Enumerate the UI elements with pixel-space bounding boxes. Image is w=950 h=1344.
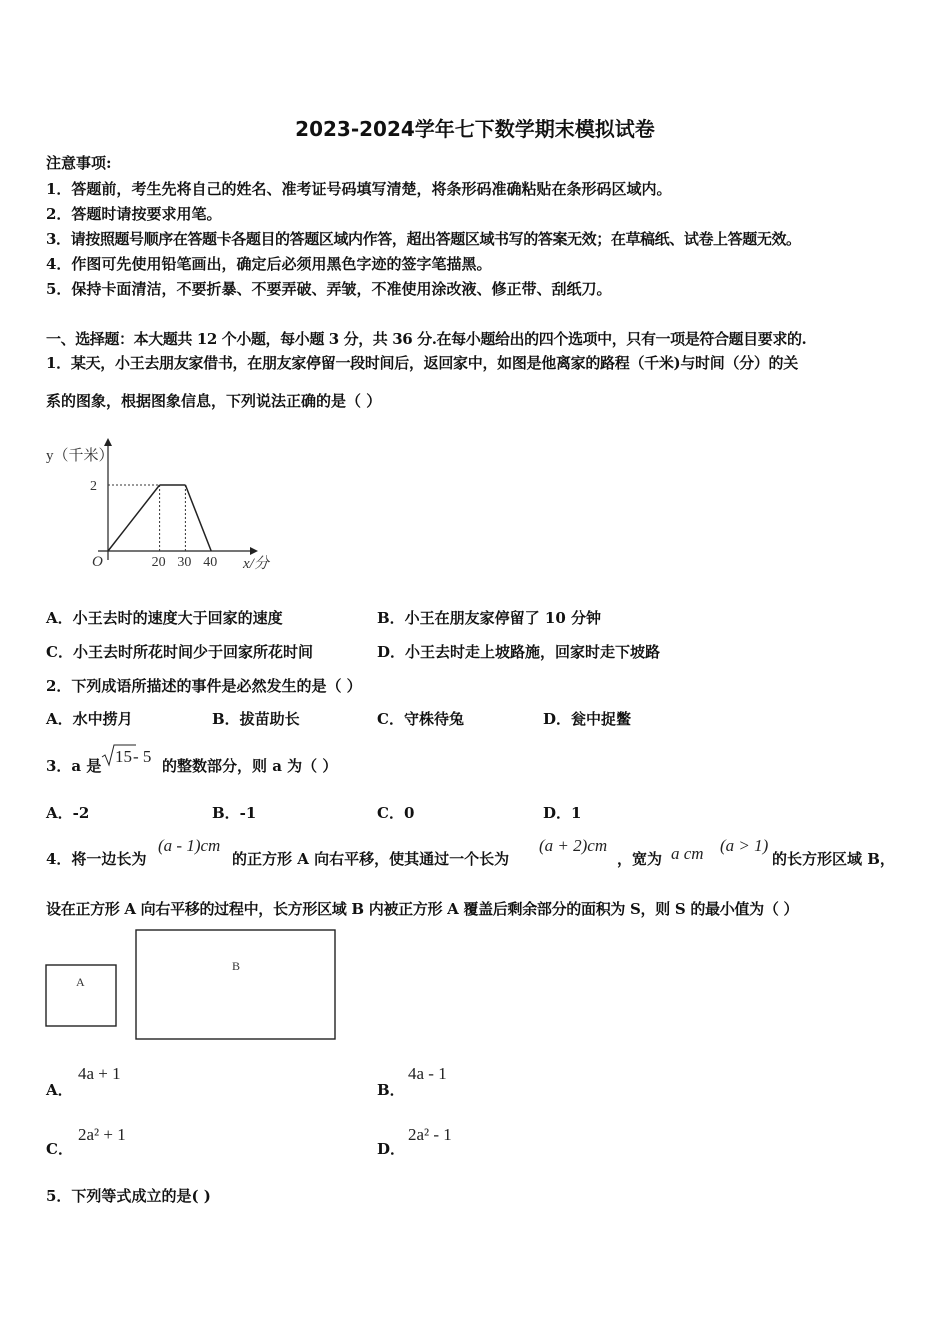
origin-label: O <box>92 554 103 570</box>
q4-option-d-label[interactable]: D． <box>377 1140 406 1158</box>
q1-option-c[interactable]: C．小王去时所花时间少于回家所花时间 <box>46 643 313 661</box>
series-segment <box>185 485 211 551</box>
q1-option-b[interactable]: B．小王在朋友家停留了 10 分钟 <box>377 609 601 627</box>
notice-item: 3．请按照题号顺序在答题卡各题目的答题区域内作答，超出答题区域书写的答案无效；在草稿纸、试卷上答题无效。 <box>46 230 801 248</box>
page-title: 2023-2024学年七下数学期末模拟试卷 <box>295 117 655 141</box>
radicand: 15 <box>115 747 132 766</box>
q1-option-a[interactable]: A．小王去时的速度大于回家的速度 <box>46 609 283 627</box>
q4-expr-condition: (a > 1) <box>720 836 769 855</box>
q1-text-line1: 1．某天，小王去朋友家借书，在朋友家停留一段时间后，返回家中，如图是他离家的路程（千米)与时间（分）的关 <box>46 354 798 372</box>
rect-b-label: B <box>232 959 241 973</box>
q4-expr-side: (a - 1)cm <box>158 836 221 855</box>
y-axis-label: y（千米） <box>46 448 114 464</box>
q3-prefix: 3．a 是 <box>46 757 102 775</box>
x-axis-arrow <box>250 547 258 555</box>
q4-option-a-expr: 4a + 1 <box>78 1064 121 1083</box>
x-tick-label: 30 <box>177 555 192 570</box>
x-tick-label: 40 <box>203 555 218 570</box>
q4-expr-width: a cm <box>671 844 704 863</box>
q5-text: 5．下列等式成立的是( ) <box>46 1187 211 1205</box>
radical-minus: - 5 <box>133 747 152 766</box>
q1-text-line2: 系的图象，根据图象信息，下列说法正确的是（ ） <box>46 392 382 410</box>
q4-option-b-label[interactable]: B． <box>377 1081 405 1099</box>
q3-suffix: 的整数部分，则 a 为（ ） <box>162 757 338 775</box>
x-tick-label: 20 <box>151 555 166 570</box>
q4-option-c-label[interactable]: C． <box>46 1140 73 1158</box>
y-axis-arrow <box>104 438 112 446</box>
notice-item: 5．保持卡面清洁，不要折暴、不要弄破、弄皱，不准使用涂改液、修正带、刮纸刀。 <box>46 280 612 298</box>
notice-item: 4．作图可先使用铅笔画出，确定后必须用黑色字迹的签字笔描黑。 <box>46 255 492 273</box>
q4-figure <box>40 924 345 1046</box>
q3-option-d[interactable]: D．1 <box>543 804 582 822</box>
q4-text-part1: 4．将一边长为 <box>46 850 147 868</box>
square-a-label: A <box>76 975 85 989</box>
q4-option-d-expr: 2a² - 1 <box>408 1125 452 1144</box>
y-tick-label: 2 <box>90 479 97 494</box>
q2-text: 2．下列成语所描述的事件是必然发生的是（ ） <box>46 677 362 695</box>
q2-option-c[interactable]: C．守株待兔 <box>377 710 464 728</box>
q4-text-part3: ，宽为 <box>617 850 663 868</box>
q4-option-a-label[interactable]: A． <box>46 1081 73 1099</box>
q4-option-b-expr: 4a - 1 <box>408 1064 447 1083</box>
q1-option-d[interactable]: D．小王去时走上坡路施，回家时走下坡路 <box>377 643 661 661</box>
q2-option-d[interactable]: D．瓮中捉鳖 <box>543 710 632 728</box>
q4-option-c-expr: 2a² + 1 <box>78 1125 126 1144</box>
q2-option-b[interactable]: B．拔苗助长 <box>212 710 300 728</box>
notice-heading: 注意事项: <box>46 154 112 172</box>
q4-text-part2: 的正方形 A 向右平移，使其通过一个长为 <box>232 850 510 868</box>
series-segment <box>108 485 160 551</box>
q3-option-b[interactable]: B．-1 <box>212 804 257 822</box>
q2-option-a[interactable]: A．水中捞月 <box>46 710 133 728</box>
q3-option-c[interactable]: C．0 <box>377 804 415 822</box>
q4-expr-length: (a + 2)cm <box>539 836 608 855</box>
distance-time-chart <box>40 428 280 578</box>
rect-b <box>136 930 335 1039</box>
sqrt-expression <box>100 742 162 772</box>
x-axis-label: x/分 <box>243 556 269 572</box>
section-heading: 一、选择题：本大题共 12 个小题，每小题 3 分，共 36 分.在每小题给出的四个选项中，只有一项是符合题目要求的. <box>46 330 807 348</box>
q4-text-part4: 的长方形区域 B， <box>772 850 895 868</box>
q4-text-line2: 设在正方形 A 向右平移的过程中，长方形区域 B 内被正方形 A 覆盖后剩余部分的面积为 S，则 S 的最小值为（ ） <box>46 900 799 918</box>
q3-option-a[interactable]: A．-2 <box>46 804 90 822</box>
notice-item: 2．答题时请按要求用笔。 <box>46 205 222 223</box>
notice-item: 1．答题前，考生先将自己的姓名、准考证号码填写清楚，将条形码准确粘贴在条形码区域内。 <box>46 180 672 198</box>
